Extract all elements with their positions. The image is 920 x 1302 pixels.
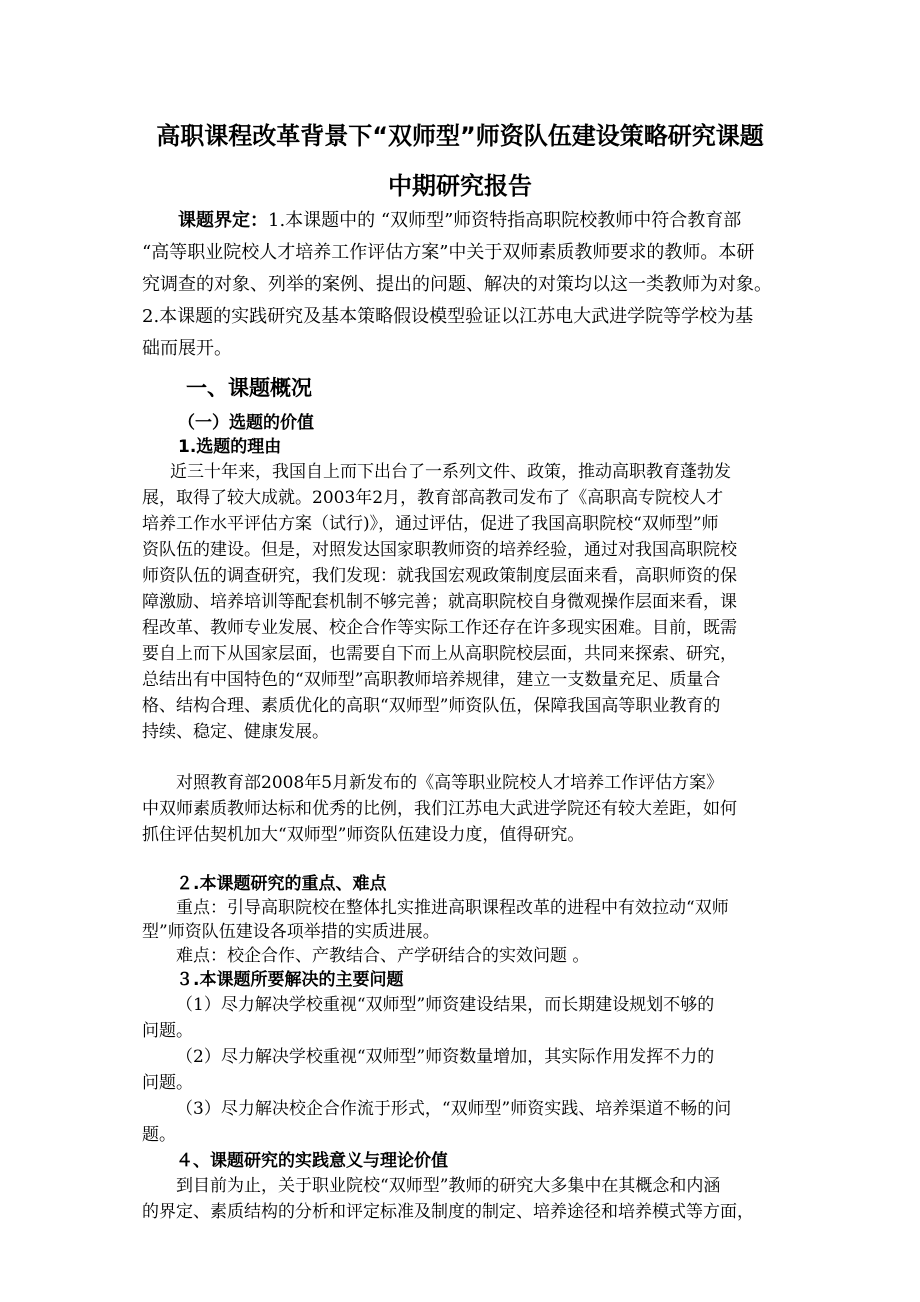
problem-3-line-2: 题。	[142, 1125, 176, 1145]
para1-line-7: 程改革、教师专业发展、校企合作等实际工作还存在许多现实困难。目前，既需	[142, 618, 737, 638]
definition-line-3: 究调查的对象、列举的案例、提出的问题、解决的对策均以这一类教师为对象。	[142, 274, 772, 295]
problem-2-line-1: （2）尽力解决学校重视“双师型”师资数量增加，其实际作用发挥不力的	[176, 1047, 715, 1067]
para1-line-6: 障激励、培养培训等配套机制不够完善；就高职院校自身微观操作层面来看，课	[142, 592, 737, 612]
focus-line-2: 型”师资队伍建设各项举措的实质进展。	[142, 922, 440, 942]
section-heading: 一、课题概况	[186, 376, 312, 400]
definition-line-4: 2.本课题的实践研究及基本策略假设模型验证以江苏电大武进学院等学校为基	[142, 306, 754, 327]
problem-3-line-1: （3）尽力解决校企合作流于形式，“双师型”师资实践、培养渠道不畅的问	[176, 1099, 732, 1119]
difficulty-line: 难点：校企合作、产教结合、产学研结合的实效问题 。	[176, 946, 590, 966]
problem-1-line-2: 问题。	[142, 1021, 193, 1041]
para2-line-1: 对照教育部2008年5月新发布的《高等职业院校人才培养工作评估方案》	[176, 773, 724, 793]
item-heading-2: ２.本课题研究的重点、难点	[176, 874, 387, 894]
definition-label: 课题界定：	[178, 210, 268, 231]
para1-line-3: 培养工作水平评估方案（试行)》，通过评估，促进了我国高职院校“双师型”师	[142, 514, 719, 534]
para4-line-2: 的界定、素质结构的分析和评定标准及制度的制定、培养途径和培养模式等方面，	[142, 1202, 754, 1222]
para2-line-2: 中双师素质教师达标和优秀的比例，我们江苏电大武进学院还有较大差距，如何	[142, 799, 737, 819]
para1-line-4: 资队伍的建设。但是，对照发达国家职教师资的培养经验，通过对我国高职院校	[142, 540, 737, 560]
item-heading-1: 1.选题的理由	[178, 437, 282, 457]
definition-text: 1.本课题中的 “双师型”师资特指高职院校教师中符合教育部	[268, 210, 742, 231]
item-heading-3: ３.本课题所要解决的主要问题	[176, 970, 404, 990]
subsection-heading: （一）选题的价值	[178, 413, 314, 433]
para1-line-9: 总结出有中国特色的“双师型”高职教师培养规律，建立一支数量充足、质量合	[142, 670, 721, 690]
document-title: 高职课程改革背景下“双师型”师资队伍建设策略研究课题	[156, 122, 764, 150]
para1-line-1: 近三十年来，我国自上而下出台了一系列文件、政策，推动高职教育蓬勃发	[170, 462, 731, 482]
problem-2-line-2: 问题。	[142, 1073, 193, 1093]
para2-line-3: 抓住评估契机加大“双师型”师资队伍建设力度，值得研究。	[142, 825, 585, 845]
para1-line-10: 格、结构合理、素质优化的高职“双师型”师资队伍，保障我国高等职业教育的	[142, 696, 721, 716]
para1-line-11: 持续、稳定、健康发展。	[142, 722, 329, 742]
item-heading-4: ４、课题研究的实践意义与理论价值	[176, 1151, 448, 1171]
para1-line-8: 要自上而下从国家层面，也需要自下而上从高职院校层面，共同来探索、研究，	[142, 644, 737, 664]
para1-line-5: 师资队伍的调查研究，我们发现：就我国宏观政策制度层面来看，高职师资的保	[142, 566, 737, 586]
para4-line-1: 到目前为止，关于职业院校“双师型”教师的研究大多集中在其概念和内涵	[176, 1176, 721, 1196]
document-subtitle: 中期研究报告	[388, 172, 532, 200]
definition-line-1	[178, 206, 741, 232]
para1-line-2: 展，取得了较大成就。2003年2月，教育部高教司发布了《高职高专院校人才	[142, 488, 724, 508]
focus-line-1: 重点：引导高职院校在整体扎实推进高职课程改革的进程中有效拉动“双师	[176, 898, 729, 918]
definition-line-5: 础而展开。	[142, 338, 232, 359]
definition-line-2: “高等职业院校人才培养工作评估方案”中关于双师素质教师要求的教师。本研	[142, 242, 755, 263]
problem-1-line-1: （1）尽力解决学校重视“双师型”师资建设结果，而长期建设规划不够的	[176, 995, 715, 1015]
